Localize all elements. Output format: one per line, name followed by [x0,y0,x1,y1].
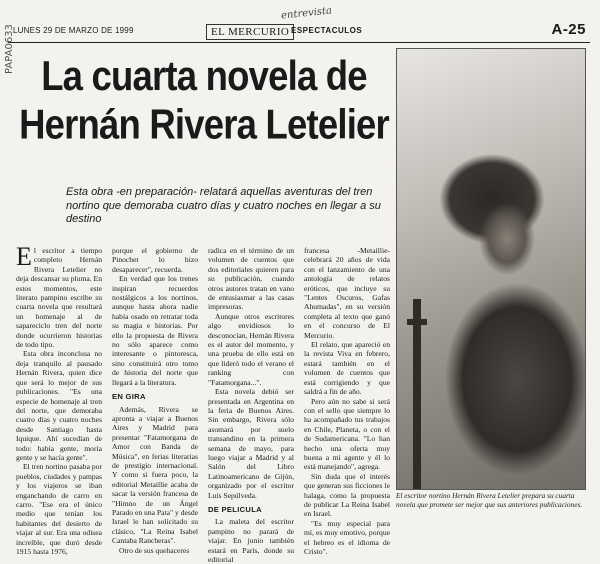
paragraph-text: Esta novela debió ser presentada en Argentina en la feria de Buenos Aires. Sin embargo, Rivera sólo asomará por suelo transandino en la primera semana de mayo, para luego viajar a Madrid y al Salón del Libro Latinoamericano de Gijón, organizado por el escritor Luis Sepúlveda. [208,387,294,500]
archive-stamp: PAPA0633 [4,24,15,74]
newspaper-name: EL MERCURIO [206,24,294,40]
paragraph [208,387,294,500]
paragraph [304,340,390,396]
paragraph [16,242,102,350]
paragraph-text: El relato, que apareció en la revista Viva en febrero, estará también en el volumen de cuentos que está corrigiendo y que saldrá a fin de año. [304,340,390,397]
paragraph-text: El tren nortino pasaba por pueblos, ciudades y pampas y los viajeros se iban enganchando de carro en carro. "Ese era el único medio que tenían los habitantes del desierto de viajar al sur. Era una odisea increíble, que duró desde 1915 hasta 1976, [16,462,102,556]
paragraph-text: Otro de sus quehaceres [119,545,190,555]
paragraph-text: Esta obra inconclusa no deja tranquilo al pausado Hernán Rivera, quien dice que será lo mejor de sus publicaciones. "Es una especie de homenaje al tren del norte, que demoraba cuatro días y cuatro noches desde Santiago hasta Iquique. Ahí sucedían de todo: había gente, moría gente y se hacía gente". [16,349,102,462]
microphone-stand [413,299,421,489]
paragraph [304,472,390,519]
deck: Esta obra -en preparación- relatará aquellas aventuras del tren nortino que demoraba cuatro días y cuatro noches en llegar a su destino [66,186,381,225]
paragraph-text: l escritor a tiempo completo Hernán Rivera Letelier no deja descansar su pluma. En estos momentos, este literato pampino escribe su cuarta novela que resultará un homenaje al de sapareciclo tren del norte donde ocurrieron historias de todo tipo. [16,246,102,350]
paragraph [112,546,198,555]
author-photo [396,48,586,490]
paragraph [112,274,198,387]
headline: La cuarta novela de Hernán Rivera Letelier [19,52,389,148]
paragraph [304,519,390,557]
paragraph [16,349,102,462]
paragraph-text: Sin duda que el interés que generan sus ficciones le halaga, como la propuesta de publicar La Reina Isabel en Israel. [304,471,390,519]
paragraph-text: En verdad que los trenes inspiran recuerdos nostálgicos a los nortinos, aunque hasta ahora nadie había osado en retratar toda su magia e historias. Por ello la propuesta de Rivera no sólo aparece como interesante o pintoresca, sino constituirá otro tomo de historia del norte que llegará a la literatura. [112,274,198,387]
microphone-clip [407,319,427,325]
paragraph-text: La maleta del escritor pampino no parará de viajar. En junio también estará en París, donde su editorial [208,517,294,564]
paragraph [16,462,102,556]
paragraph-text: Aunque otros escritores algo envidiosos lo desconocían, Hernán Rivera es el autor del momento, y una prueba de ello está en que lideró todo el verano el ranking con "Fatamorgana...". [208,311,294,387]
paragraph-text: "Es muy especial para mí, es muy emotivo, porque el hebreo es el idioma de Cristo". [304,518,390,556]
paragraph-text: Pero aún no sabe si será con el sello que siempre lo ha acompañado tus trabajos en Chile, Planeta, o con el de Sudamericana. "Lo han hecho una oferta muy buena a mi agente y él lo está manejando", agrega. [304,396,390,472]
issue-date: LUNES 29 DE MARZO DE 1999 [13,26,134,35]
header-rule [8,42,590,43]
paragraph-text: francesa -Metaillie- celebrará 20 años de vida con el lanzamiento de una antología de relatos eróticos, que incluye su "Lentes Oscuros, Gafas Ahumadas", en su versión completa al texto que ganó en el concurso de El Mercurio. [304,246,390,340]
article-body [16,242,396,564]
paragraph-text: radica en el término de un volumen de cuentos que dos editoriales quieren para su publicación, cuando otros autores tratan en vano de entusiasmar a las casas impresoras. [208,246,294,312]
article-column-1 [16,242,102,556]
drop-cap: E [16,242,32,271]
section-name: ESPECTACULOS [291,26,363,35]
paragraph [208,246,294,312]
subhead: DE PELICULA [208,504,262,514]
paragraph-text: porque el gobierno de Pinochet lo hizo desaparecer", recuerda. [112,246,198,274]
paragraph-text: Además, Rivera se apronta a viajar a Buenos Aires y Madrid para presentar "Fatamorgana de Amor con Banda de Música", en ferias literarias de prestigio internacional. Y como si fuera poco, la editorial Metaillie acaba de sacar la versión francesa de "Himno de un Ángel Parado en una Pata" y desde Israel le han solicitado su clásico, "La Reina Isabel Cantaba Rancheras". [112,404,198,546]
paragraph [208,517,294,564]
subhead: EN GIRA [112,392,146,402]
paragraph [112,246,198,274]
photo-caption: El escritor nortino Hernán Rivera Letelier prepara su cuarta novela que promete ser mejor que sus anteriores publicaciones. [396,491,583,509]
article-column-2 [112,246,198,555]
paragraph [304,397,390,472]
paragraph [208,312,294,387]
page-number: A-25 [551,21,586,38]
paragraph [304,246,390,340]
article-column-3 [208,246,294,564]
handwritten-note: entrevista [280,5,333,22]
article-column-4 [304,246,390,556]
paragraph [112,405,198,546]
page-header [8,5,592,42]
